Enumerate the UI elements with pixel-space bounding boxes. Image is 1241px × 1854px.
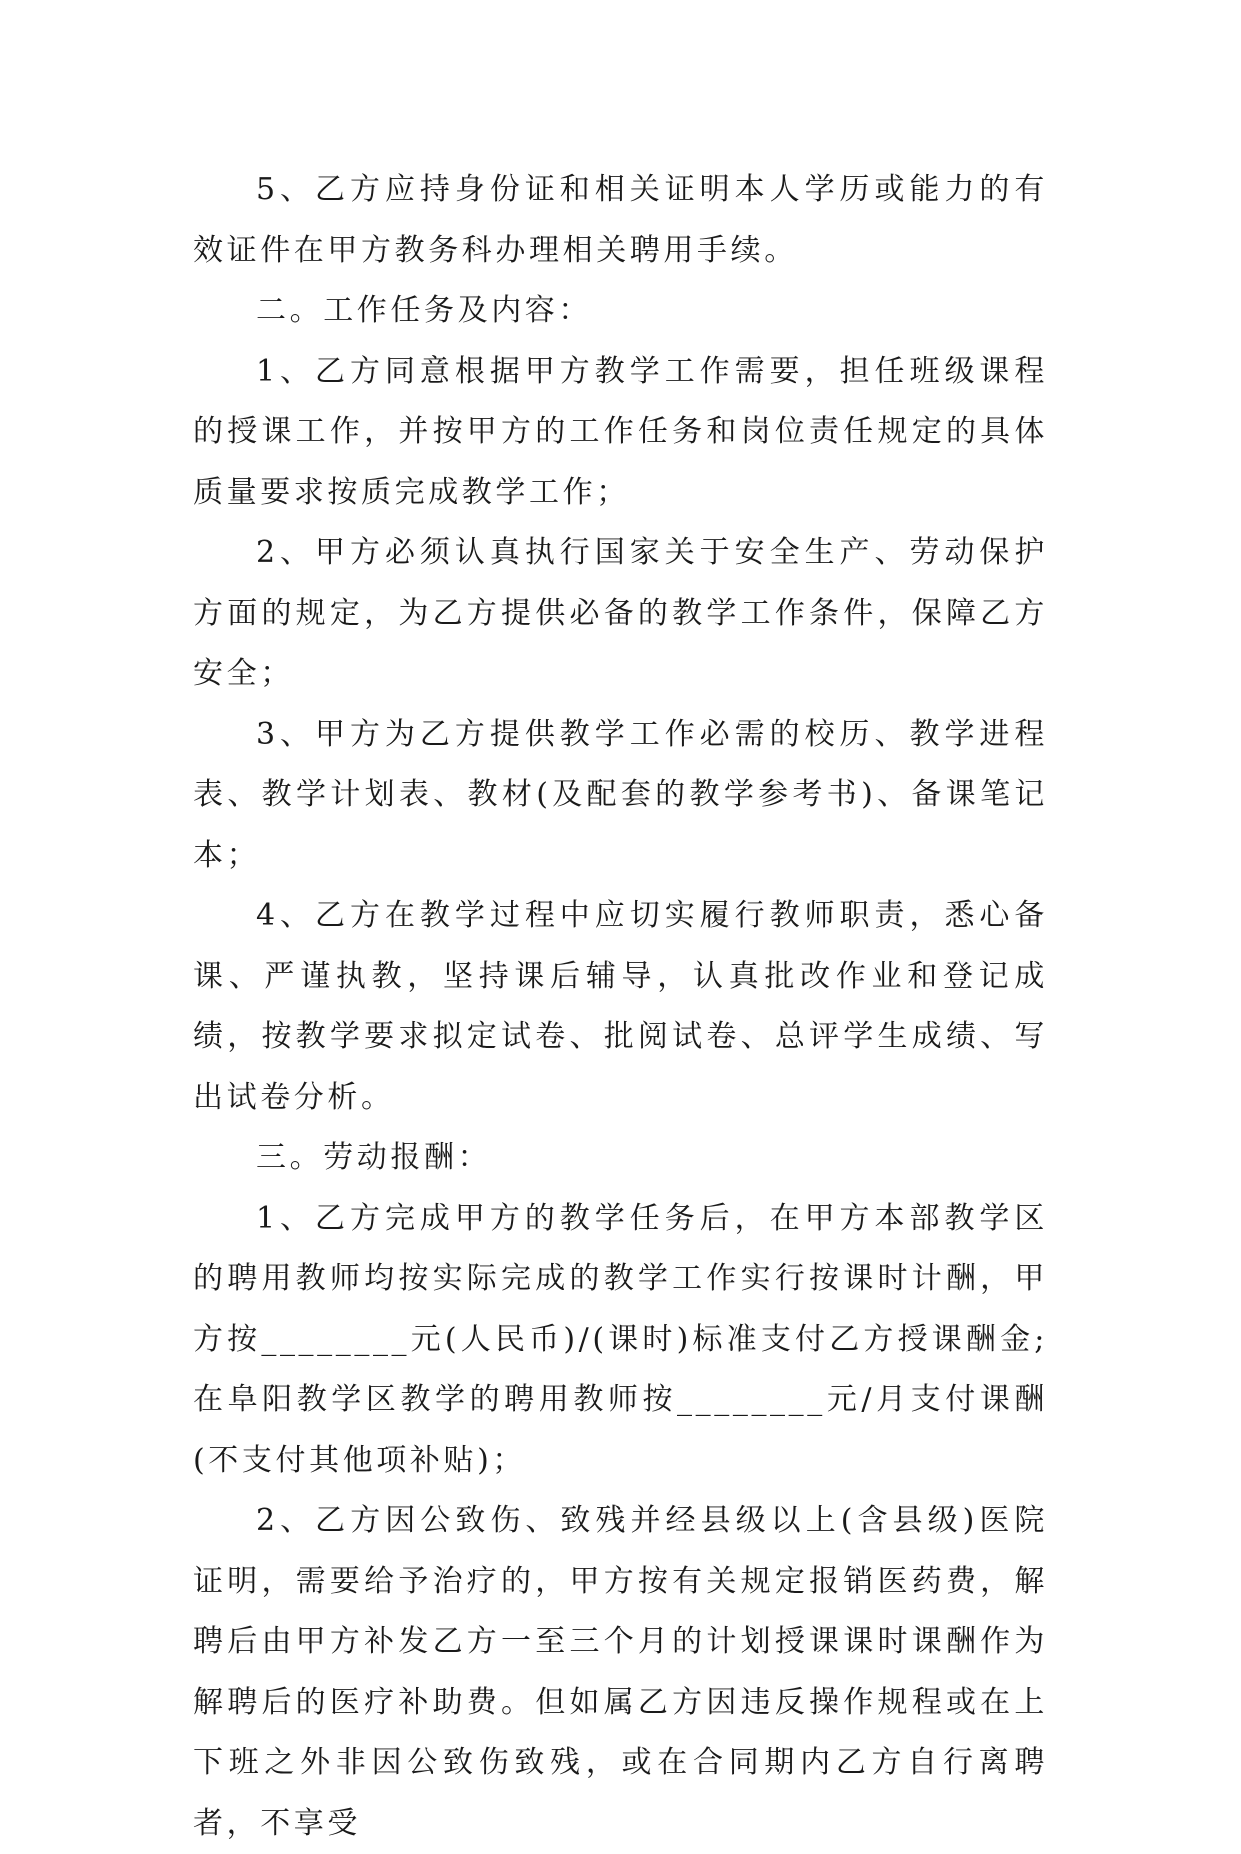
paragraph-duty-1: 1、乙方同意根据甲方教学工作需要，担任班级课程的授课工作，并按甲方的工作任务和岗位责任规定的具体质量要求按质完成教学工作； (193, 353, 1048, 510)
document-body (193, 160, 1048, 1854)
heading-section-3-remuneration: 三。劳动报酬： (256, 1140, 492, 1175)
paragraph-duty-2: 2、甲方必须认真执行国家关于安全生产、劳动保护方面的规定，为乙方提供必备的教学工作条件，保障乙方安全； (193, 535, 1048, 691)
heading-section-2-duties: 二。工作任务及内容： (256, 293, 592, 328)
paragraph-remuneration-1: 1、乙方完成甲方的教学任务后，在甲方本部教学区的聘用教师均按实际完成的教学工作实行按课时计酬，甲方按________元(人民币)/(课时)标准支付乙方授课酬金;在阜阳教学区教学的聘用教师按________元/月支付课酬(不支付其他项补贴)； (193, 1200, 1048, 1478)
paragraph-duty-3: 3、甲方为乙方提供教学工作必需的校历、教学进程表、教学计划表、教材(及配套的教学参考书)、备课笔记本； (193, 716, 1048, 873)
paragraph-duty-4: 4、乙方在教学过程中应切实履行教师职责，悉心备课、严谨执教，坚持课后辅导，认真批改作业和登记成绩，按教学要求拟定试卷、批阅试卷、总评学生成绩、写出试卷分析。 (193, 898, 1048, 1115)
paragraph-clause-5-id-docs: 5、乙方应持身份证和相关证明本人学历或能力的有效证件在甲方教务科办理相关聘用手续。 (193, 172, 1048, 268)
paragraph-remuneration-2: 2、乙方因公致伤、致残并经县级以上(含县级)医院证明，需要给予治疗的，甲方按有关规定报销医药费，解聘后由甲方补发乙方一至三个月的计划授课课时课酬作为解聘后的医疗补助费。但如属乙方因违反操作规程或在上下班之外非因公致伤致残，或在合同期内乙方自行离聘者，不享受 (193, 1503, 1048, 1841)
